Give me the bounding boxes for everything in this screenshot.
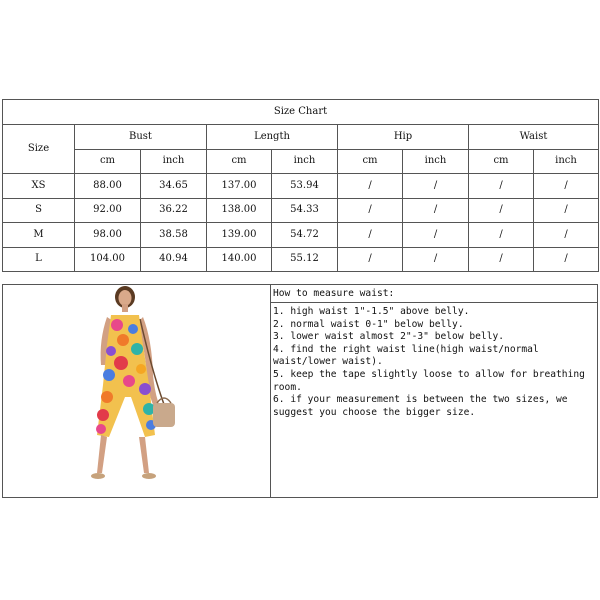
measure-instructions [271, 285, 597, 497]
measure-heading: How to measure waist: [271, 285, 597, 303]
model-leg-left [139, 437, 149, 473]
floral-dot [103, 369, 115, 381]
table-cell: 40.94 [141, 247, 207, 272]
group-header-length: Length [207, 125, 338, 150]
floral-dot [106, 346, 116, 356]
floral-dot [96, 424, 106, 434]
floral-dot [101, 391, 113, 403]
table-cell: / [338, 247, 403, 272]
table-row [3, 247, 599, 272]
floral-dot [128, 324, 138, 334]
table-cell: 54.33 [272, 198, 338, 223]
measure-item: 6. if your measurement is between the two sizes, we suggest you choose the bigger size. [273, 394, 568, 418]
table-cell: / [403, 247, 469, 272]
table-cell: 138.00 [207, 198, 272, 223]
table-cell: / [338, 198, 403, 223]
unit-header: cm [338, 149, 403, 174]
measure-section [2, 284, 598, 498]
unit-header: inch [534, 149, 599, 174]
table-cell: 55.12 [272, 247, 338, 272]
size-header: Size [3, 125, 75, 174]
table-cell: / [469, 247, 534, 272]
floral-dot [111, 319, 123, 331]
table-cell: / [403, 198, 469, 223]
table-cell: / [469, 174, 534, 199]
size-chart-table [2, 99, 599, 272]
model-face [119, 290, 132, 306]
table-row [3, 174, 599, 199]
table-cell: 36.22 [141, 198, 207, 223]
measure-item: 2. normal waist 0-1" below belly. [273, 318, 464, 330]
floral-dot [136, 364, 146, 374]
size-label: M [3, 223, 75, 248]
table-cell: / [534, 198, 599, 223]
table-row [3, 198, 599, 223]
table-cell: 54.72 [272, 223, 338, 248]
table-cell: 38.58 [141, 223, 207, 248]
floral-dot [114, 356, 128, 370]
group-header-hip: Hip [338, 125, 469, 150]
table-row [3, 223, 599, 248]
measure-item: 5. keep the tape slightly loose to allow for breathing room. [273, 368, 585, 393]
table-cell: / [469, 198, 534, 223]
table-cell: 53.94 [272, 174, 338, 199]
table-cell: 137.00 [207, 174, 272, 199]
model-neck [122, 304, 128, 312]
measure-item: 3. lower waist almost 2"-3" below belly. [273, 331, 505, 343]
table-cell: / [534, 223, 599, 248]
table-cell: 92.00 [75, 198, 141, 223]
floral-dot [131, 343, 143, 355]
floral-dot [117, 334, 129, 346]
model-leg-right [97, 435, 107, 473]
measure-item: 1. high waist 1"-1.5" above belly. [273, 306, 470, 317]
table-cell: / [338, 223, 403, 248]
group-header-waist: Waist [469, 125, 599, 150]
table-cell: / [534, 174, 599, 199]
shoe-left [142, 473, 156, 479]
model-illustration [3, 285, 270, 497]
size-label: XS [3, 174, 75, 199]
unit-header: inch [141, 149, 207, 174]
unit-header: cm [207, 149, 272, 174]
floral-dot [97, 409, 109, 421]
floral-dot [139, 383, 151, 395]
measure-item: 4. find the right waist line(high waist/normal waist/lower waist). [273, 343, 539, 368]
size-label: L [3, 247, 75, 272]
product-photo [3, 285, 271, 497]
handbag [153, 403, 175, 427]
size-label: S [3, 198, 75, 223]
unit-header: inch [403, 149, 469, 174]
floral-dot [123, 375, 135, 387]
shoe-right [91, 473, 105, 479]
table-cell: / [469, 223, 534, 248]
table-cell: / [338, 174, 403, 199]
unit-header: inch [272, 149, 338, 174]
table-cell: 140.00 [207, 247, 272, 272]
table-cell: 34.65 [141, 174, 207, 199]
size-chart-title: Size Chart [3, 100, 599, 125]
table-cell: / [403, 223, 469, 248]
table-cell: 88.00 [75, 174, 141, 199]
unit-header: cm [75, 149, 141, 174]
group-header-bust: Bust [75, 125, 207, 150]
table-cell: 104.00 [75, 247, 141, 272]
unit-header: cm [469, 149, 534, 174]
table-cell: / [534, 247, 599, 272]
table-cell: 139.00 [207, 223, 272, 248]
table-cell: / [403, 174, 469, 199]
table-cell: 98.00 [75, 223, 141, 248]
